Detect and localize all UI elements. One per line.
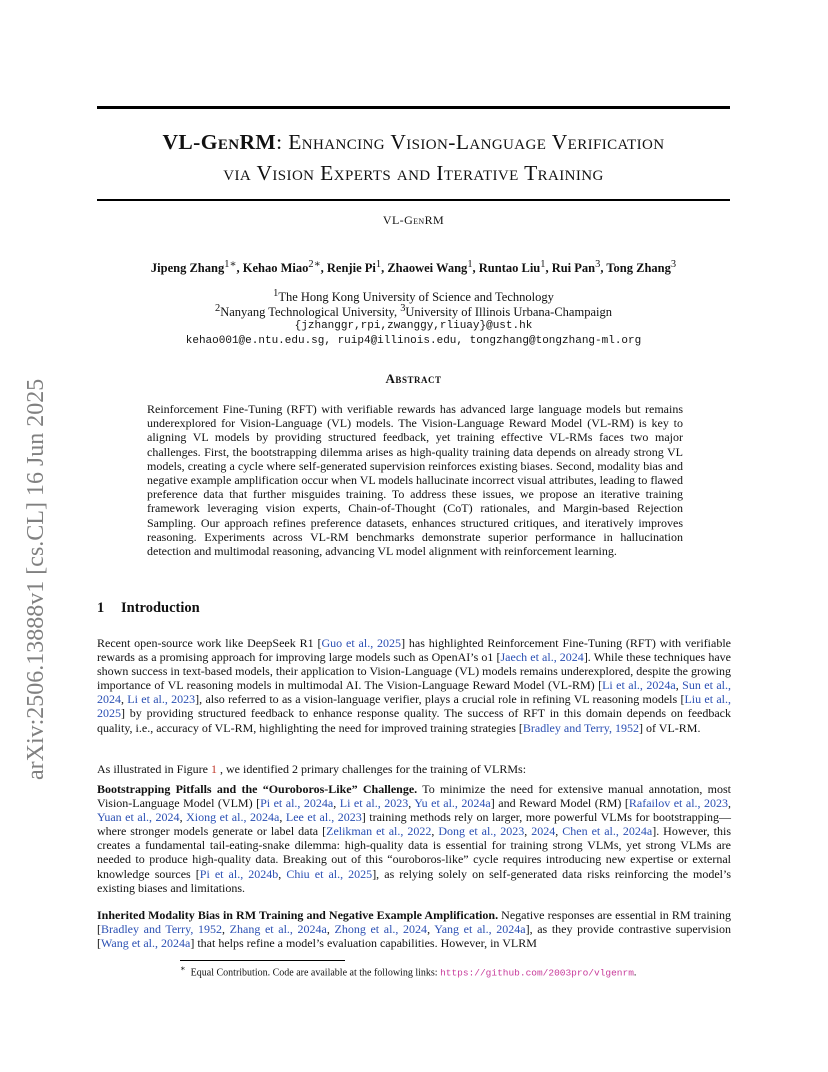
citation-link[interactable]: Pi et al., 2024a — [260, 796, 334, 811]
author-affiliation-mark: 3 — [670, 259, 677, 270]
affiliation-mark: 1 — [273, 288, 279, 299]
footnote-text: Equal Contribution. Code are available at the following links: — [190, 967, 441, 979]
body-text: , — [728, 796, 732, 811]
body-text: ] training methods rely on larger, more powerful VLMs for bootstrapping—where stronger models generate or label data [ — [97, 810, 732, 839]
footnote-rule — [180, 960, 345, 961]
body-text: ]. While these techniques have shown success in text-based models, their application to Vision-Language (VL) models remains underexplored, despite the growing importance of VL reasoning models in multimodal AI. The Vision-Language Reward Model (VL-RM) [ — [97, 650, 731, 693]
body-text: , — [408, 796, 415, 811]
body-text: , we identified 2 primary challenges for the training of VLRMs: — [217, 762, 527, 776]
body-text: , — [675, 678, 683, 693]
body-text: To minimize the need for extensive manual annotation, most Vision-Language Model (VLM) [ — [97, 782, 731, 811]
body-text: , — [524, 824, 532, 839]
citation-link[interactable]: Lee et al., 2023 — [285, 810, 362, 825]
author-name: Renjie Pi — [326, 261, 376, 276]
body-text: ]. However, this creates a fundamental tail-eating-snake dilemma: high-quality data is essential for training strong VLMs, yet strong VLMs are needed to produce high-quality data. Breaking out of this “ouroboros-like” cycle requires introducing new expertise or external knowledge sources [ — [97, 824, 732, 881]
body-text: , — [279, 810, 286, 825]
affiliation-uiuc: University of Illinois Urbana-Champaign — [405, 305, 612, 320]
abstract-heading: Abstract — [385, 371, 442, 386]
body-text: , — [121, 692, 128, 707]
affiliation-line-2 — [97, 303, 730, 320]
citation-link[interactable]: Zelikman et al., 2022 — [326, 824, 432, 839]
code-repo-link[interactable]: https://github.com/2003pro/vlgenrm — [440, 967, 634, 979]
title-model-name: VL-GenRM — [162, 130, 277, 154]
paper-title — [97, 127, 730, 189]
citation-link[interactable]: Yu et al., 2024a — [414, 796, 491, 811]
section-heading — [97, 600, 200, 617]
author-name: Jipeng Zhang — [150, 261, 225, 276]
body-text: , — [278, 866, 287, 881]
body-text: , — [427, 922, 435, 937]
citation-link[interactable]: Jaech et al., 2024 — [500, 650, 584, 665]
footnote-end: . — [633, 967, 637, 979]
author-affiliation-mark: 3 — [595, 259, 601, 270]
author-affiliation-mark: 1 — [540, 259, 546, 270]
affiliation-ntu: Nanyang Technological University, — [220, 305, 401, 320]
citation-link[interactable]: Liu et al., 2025 — [97, 692, 732, 721]
body-text: ], as relying solely on self-generated data risks reinforcing the model’s existing biases and limitations. — [97, 866, 732, 895]
body-text: ] of VL-RM. — [639, 720, 701, 735]
body-text: , — [333, 796, 340, 811]
citation-link[interactable]: Bradley and Terry, 1952 — [522, 720, 640, 735]
abstract-text: Reinforcement Fine-Tuning (RFT) with verifiable rewards has advanced large language models but remains underexplored for Vision-Language (VL) models. The Vision-Language Reward Model (VL-RM) is key to aligning VL models by providing structured feedback, yet training effective VL-RMs faces two major challenges. First, the bootstrapping dilemma arises as high-quality training data depends on already strong VL models, creating a cycle where self-generated supervision reinforces existing biases. Second, modality bias and negative example amplification occur when VL models hallucinate incorrect visual attributes, leading to flawed preference data that further misguides training. To address these issues, we propose an iterative training framework leveraging vision experts, Chain-of-Thought (CoT) rationales, and Margin-based Rejection Sampling. Our approach refines preference datasets, enhances structured critiques, and iteratively improves reasoning. Experiments across VL-RM benchmarks demonstrate superior performance in hallucination detection and multimodal reasoning, advancing VL model alignment with reinforcement learning. — [147, 402, 683, 559]
body-text: ] and Reward Model (RM) [ — [490, 796, 629, 811]
author-name: Tong Zhang — [606, 261, 671, 276]
paragraph-heading: Bootstrapping Pitfalls and the “Ouroboros-Like” Challenge. — [97, 782, 418, 796]
body-text: ] by providing structured feedback to enhance response quality. The success of RFT in this domain depends on feedback quality, i.e., accuracy of VL-RM, highlighting the need for improved training strategies [ — [97, 706, 731, 735]
figure-reference-link[interactable]: 1 — [211, 762, 217, 776]
arxiv-identifier: arXiv:2506.13888v1 [cs.CL] 16 Jun 2025 — [23, 378, 49, 780]
body-text: , — [326, 922, 335, 937]
citation-link[interactable]: Guo et al., 2025 — [321, 636, 402, 650]
author-name: Zhaowei Wang — [387, 261, 468, 276]
author-affiliation-mark: 2∗ — [308, 259, 321, 270]
intro-paragraph-1 — [97, 636, 731, 735]
author-name: Rui Pan — [551, 261, 596, 276]
footnote — [180, 963, 636, 978]
running-title: VL-GenRM — [382, 213, 445, 227]
intro-paragraph-3 — [97, 782, 731, 895]
citation-link[interactable]: Li et al., 2024a — [602, 678, 676, 693]
body-text: , — [222, 922, 230, 937]
affiliation-hkust: The Hong Kong University of Science and Technology — [278, 290, 554, 305]
intro-paragraph-4 — [97, 908, 731, 950]
body-text: ], as they provide contrastive supervision [ — [97, 922, 732, 951]
title-top-rule — [97, 106, 730, 109]
author-affiliation-mark: 1∗ — [224, 259, 237, 270]
title-bottom-rule — [97, 199, 730, 201]
citation-link[interactable]: Dong et al., 2023 — [438, 824, 525, 839]
citation-link[interactable]: Li et al., 2023 — [339, 796, 409, 811]
affiliation-mark: 2 — [215, 303, 221, 314]
citation-link[interactable]: Chiu et al., 2025 — [286, 866, 373, 881]
email-line-1[interactable]: {jzhanggr,rpi,zwanggy,rliuay}@ust.hk — [294, 320, 533, 332]
affiliation-mark: 3 — [400, 303, 406, 314]
body-text: ] has highlighted Reinforcement Fine-Tuning (RFT) with verifiable rewards as a promising approach for improving large models such as OpenAI’s o1 [ — [97, 636, 731, 665]
footnote-mark: ∗ — [180, 964, 186, 973]
citation-link[interactable]: Yuan et al., 2024 — [97, 810, 180, 825]
body-text: , — [179, 810, 187, 825]
body-text: , — [555, 824, 563, 839]
title-line1-rest: : Enhancing Vision-Language Verification — [276, 130, 665, 154]
author-name: Runtao Liu — [478, 261, 541, 276]
citation-link[interactable]: Bradley and Terry, 1952 — [101, 922, 223, 937]
body-text: ], also referred to as a vision-language verifier, plays a crucial role in refining VL reasoning models [ — [195, 692, 685, 707]
citation-link[interactable]: Li et al., 2023 — [127, 692, 196, 707]
section-number: 1 — [97, 600, 105, 616]
email-line-2[interactable]: kehao001@e.ntu.edu.sg, ruip4@illinois.edu, tongzhang@tongzhang-ml.org — [185, 335, 642, 347]
citation-link[interactable]: 2024 — [531, 824, 556, 839]
author-list: Jipeng Zhang$^{1∗}$, Kehao Miao$^{2∗}$, Renjie Pi$^1$, Zhaowei Wang$^1$, Runtao Liu$^1$, Rui Pan$^3$, Tong Zhang$^3$ — [150, 259, 677, 276]
citation-link[interactable]: Rafailov et al., 2023 — [628, 796, 729, 811]
author-name: Kehao Miao — [242, 261, 309, 276]
citation-link[interactable]: Zhang et al., 2024a — [229, 922, 327, 937]
section-title: Introduction — [121, 600, 200, 616]
citation-link[interactable]: Wang et al., 2024a — [101, 936, 191, 951]
citation-link[interactable]: Xiong et al., 2024a — [186, 810, 280, 825]
title-line2: via Vision Experts and Iterative Training — [223, 161, 604, 185]
citation-link[interactable]: Zhong et al., 2024 — [334, 922, 428, 937]
author-affiliation-mark: 1 — [375, 259, 382, 270]
body-text: , — [431, 824, 439, 839]
body-text: Negative responses are essential in RM training [ — [97, 908, 731, 937]
paragraph-heading: Inherited Modality Bias in RM Training and Negative Example Amplification. — [97, 908, 499, 922]
citation-link[interactable]: Pi et al., 2024b — [199, 866, 279, 881]
intro-paragraph-2 — [97, 762, 731, 776]
citation-link[interactable]: Sun et al., 2024 — [97, 678, 732, 707]
body-text: Recent open-source work like DeepSeek R1 [ — [97, 636, 322, 650]
citation-link[interactable]: Chen et al., 2024a — [562, 824, 653, 839]
author-affiliation-mark: 1 — [467, 259, 473, 270]
body-text: ] that helps refine a model’s evaluation capabilities. However, in VLRM — [190, 936, 537, 951]
body-text: As illustrated in Figure — [97, 762, 211, 776]
citation-link[interactable]: Yang et al., 2024a — [434, 922, 526, 937]
